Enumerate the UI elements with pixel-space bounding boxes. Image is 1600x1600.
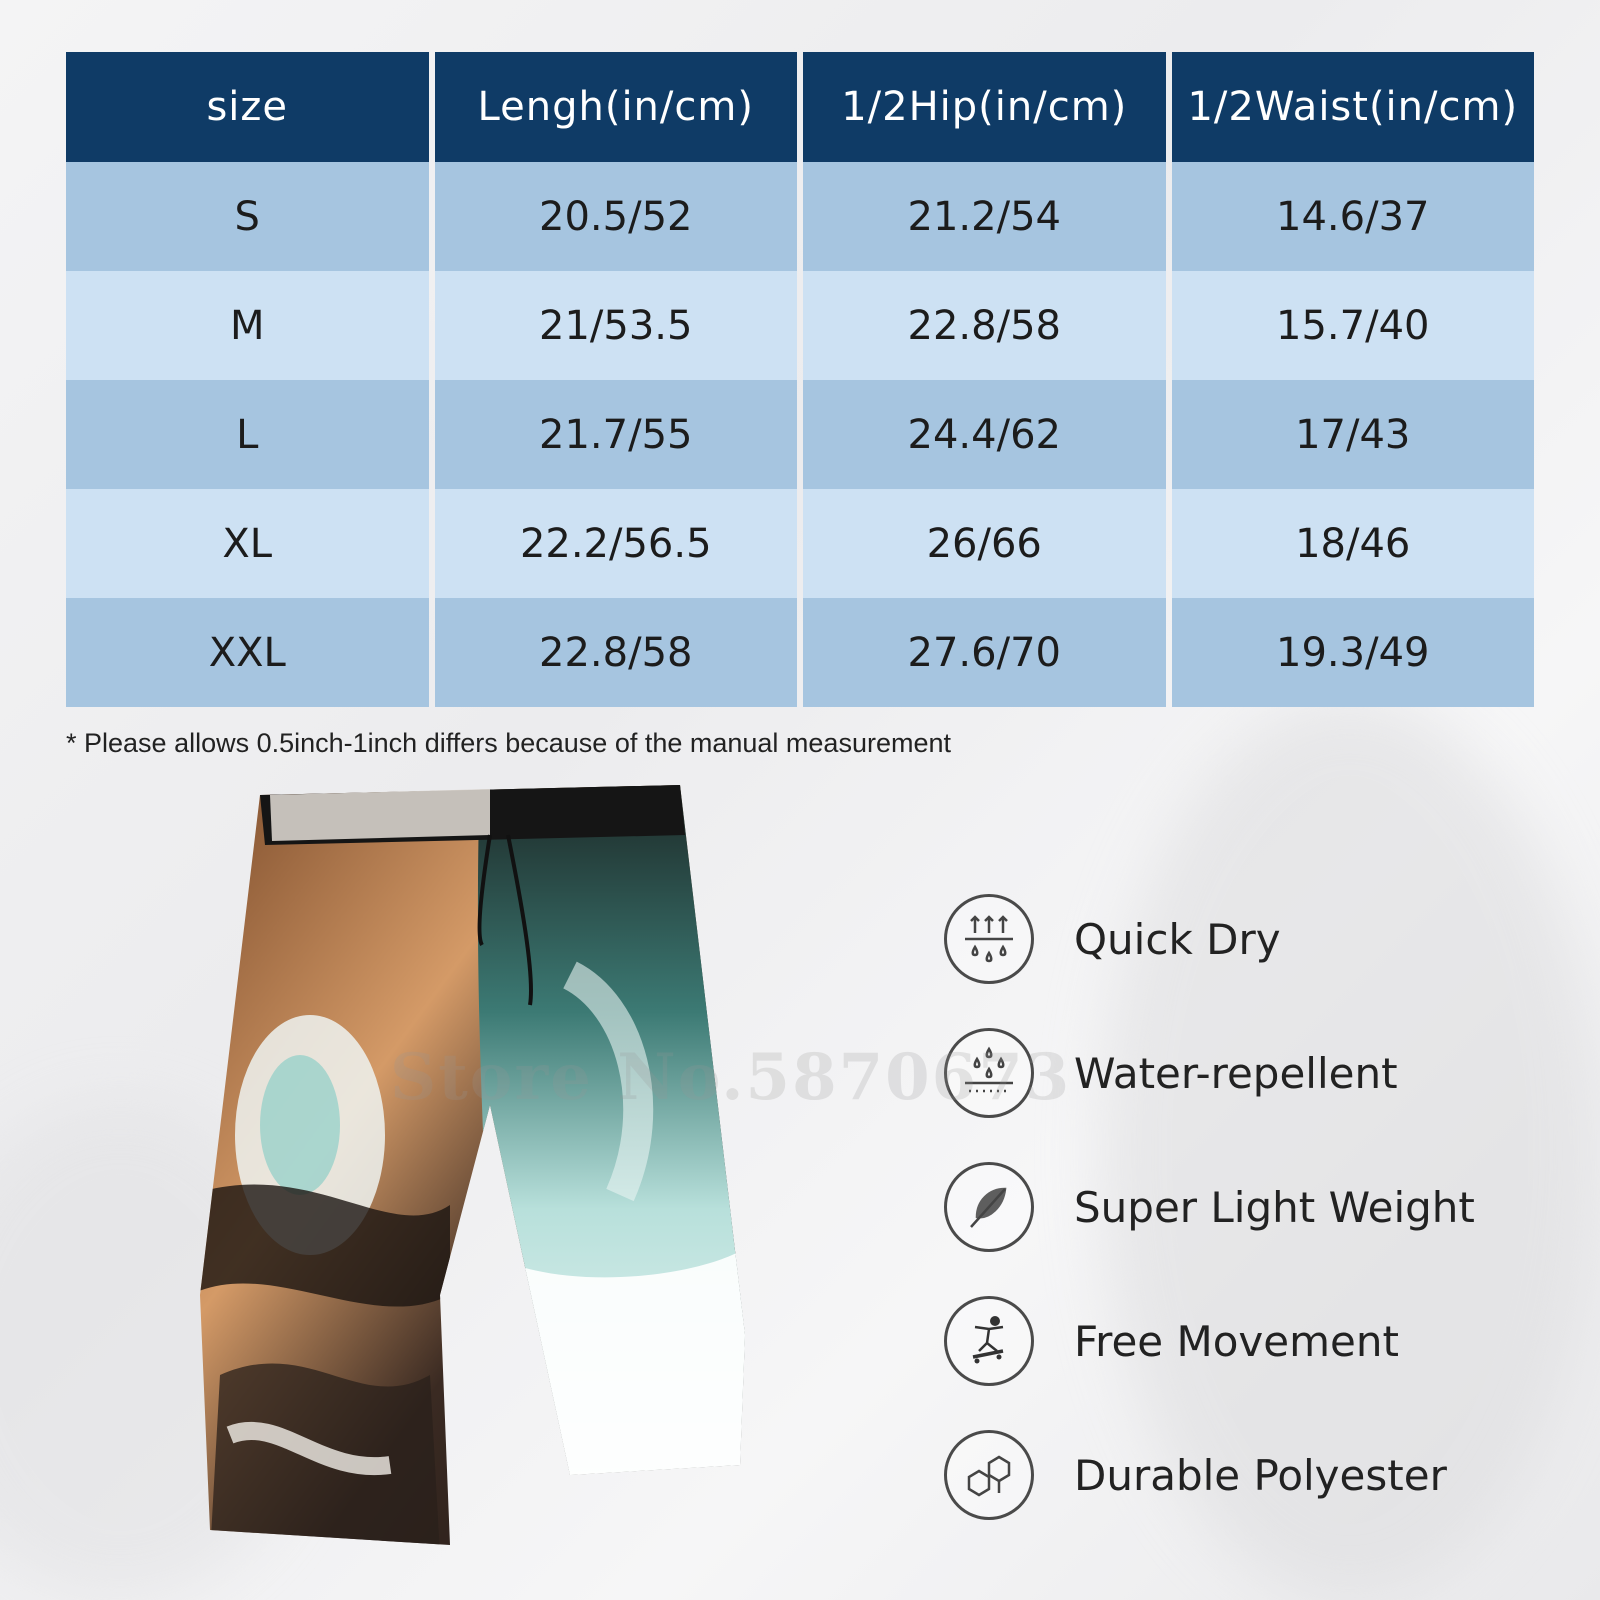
- header-length: Lengh(in/cm): [435, 52, 798, 162]
- length-cell: 22.8/58: [435, 598, 798, 707]
- features-list: [944, 872, 1544, 1542]
- feather-icon: [944, 1162, 1034, 1252]
- size-chart-header-row: [66, 52, 1534, 162]
- waist-cell: 15.7/40: [1172, 271, 1535, 380]
- skateboarder-icon: [944, 1296, 1034, 1386]
- table-row: [66, 598, 1534, 707]
- feature-quick-dry: [944, 872, 1544, 1006]
- quick-dry-icon: [944, 894, 1034, 984]
- header-half-waist: 1/2Waist(in/cm): [1172, 52, 1535, 162]
- hip-cell: 27.6/70: [803, 598, 1166, 707]
- waist-cell: 14.6/37: [1172, 162, 1535, 271]
- hip-cell: 22.8/58: [803, 271, 1166, 380]
- size-cell: XXL: [66, 598, 429, 707]
- size-cell: XL: [66, 489, 429, 598]
- feature-super-light-weight: [944, 1140, 1544, 1274]
- waist-cell: 17/43: [1172, 380, 1535, 489]
- table-row: [66, 489, 1534, 598]
- length-cell: 21/53.5: [435, 271, 798, 380]
- feature-label: Free Movement: [1074, 1316, 1399, 1366]
- feature-label: Quick Dry: [1074, 914, 1281, 964]
- size-chart-table: [60, 52, 1540, 707]
- hip-cell: 21.2/54: [803, 162, 1166, 271]
- hip-cell: 26/66: [803, 489, 1166, 598]
- hip-cell: 24.4/62: [803, 380, 1166, 489]
- feature-label: Durable Polyester: [1074, 1450, 1447, 1500]
- size-cell: S: [66, 162, 429, 271]
- table-row: [66, 271, 1534, 380]
- length-cell: 22.2/56.5: [435, 489, 798, 598]
- header-half-hip: 1/2Hip(in/cm): [803, 52, 1166, 162]
- store-watermark: Store No.5870673: [390, 1040, 1072, 1115]
- feature-free-movement: [944, 1274, 1544, 1408]
- feature-durable-polyester: [944, 1408, 1544, 1542]
- table-row: [66, 380, 1534, 489]
- size-cell: L: [66, 380, 429, 489]
- header-size: size: [66, 52, 429, 162]
- length-cell: 20.5/52: [435, 162, 798, 271]
- size-cell: M: [66, 271, 429, 380]
- table-row: [66, 162, 1534, 271]
- waist-cell: 18/46: [1172, 489, 1535, 598]
- length-cell: 21.7/55: [435, 380, 798, 489]
- feature-label: Super Light Weight: [1074, 1182, 1475, 1232]
- feature-label: Water-repellent: [1074, 1048, 1398, 1098]
- measurement-note: * Please allows 0.5inch-1inch differs because of the manual measurement: [66, 728, 952, 758]
- swim-shorts-image: [190, 775, 770, 1565]
- waist-cell: 19.3/49: [1172, 598, 1535, 707]
- hexagon-molecule-icon: [944, 1430, 1034, 1520]
